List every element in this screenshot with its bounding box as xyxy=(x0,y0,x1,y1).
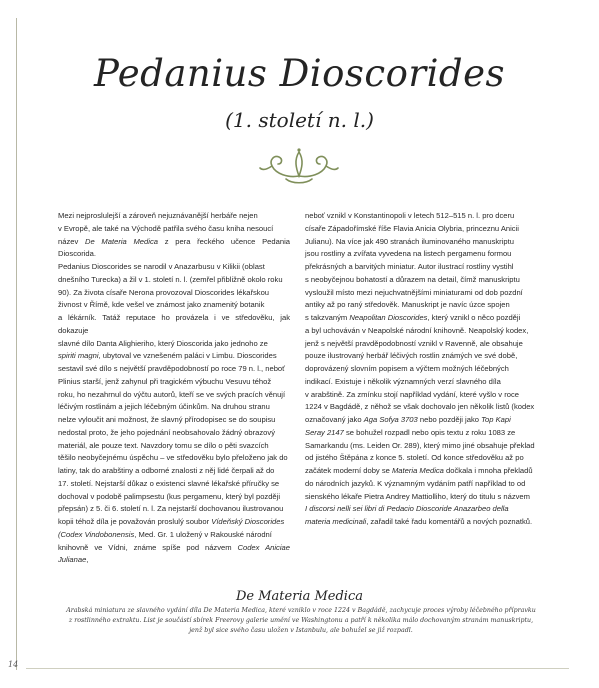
text-line: z pera řeckého učence Pedania Dioscorida. xyxy=(58,236,290,259)
italic-term: spiriti magni xyxy=(58,351,99,361)
text-line: nedostal proto, že jeho pojednání neobsahovalo žádný obrazový xyxy=(58,427,276,437)
text-line: živnost v Římě, kde vešel ve známost jako znamenitý botanik xyxy=(58,300,265,310)
caption-text: Arabská miniatura ze slavného vydání díla De Materia Medica, které vzniklo v roce 1224 v Bagdádě, zachycuje proces výroby léčebného přípravku z rostlinného extraktu. List je součástí sbírek Freerovy galerie umění ve Washingtonu a patří k několika málo dochovaným stranám manuskriptu, jenž byl sice svého času uložen v Istanbulu, ale bohužel se již rozpadl. xyxy=(66,607,536,634)
text-line: doprovázený slovním popisem a výčtem možných léčebných xyxy=(305,364,509,373)
text-line: těšilo neobyčejnému úspěchu – ve středověku bylo přeloženo jak do xyxy=(58,453,288,463)
book-title: De Materia Medica xyxy=(85,236,158,246)
text-line: Mezi nejproslulejší a zároveň nejuznávanější herbáře nejen xyxy=(58,211,258,220)
text-line: v arabštině. Za zmínku stojí například vydání, které vyšlo v roce xyxy=(305,389,519,399)
text-line: dochoval v podobě palimpsestu (kus pergamenu, který byl později xyxy=(58,491,281,501)
text-line: Samarkandu (ms. Leiden Or. 289), který mimo jiné obsahuje překlad xyxy=(305,440,535,450)
text-line: Julianu). Na více jak 490 stranách iluminovaného manuskriptu xyxy=(305,236,514,246)
text-line: pouze ilustrovaný herbář léčivých rostlin známých ve své době, xyxy=(305,351,518,361)
text-line: začátek moderní doby se xyxy=(305,466,390,475)
text-line: v Evropě, ale také na Východě patřila svého času kniha nesoucí xyxy=(58,223,274,233)
text-line: překrásných a barvitých miniatur. Autor ilustrací rostliny vystihl xyxy=(305,262,514,271)
text-line: knihovně ve Vídni, známe spíše pod názvem xyxy=(58,542,232,552)
italic-term: materia medicinali xyxy=(305,517,367,526)
text-line: císaře Západořímské říše Flavia Anicia Olybria, princeznu Anicii xyxy=(305,223,519,233)
text-line: jenž s největší pravděpodobností vznikl v Ravenně, ale obsahuje xyxy=(305,338,523,348)
text-line: vysloužil místo mezi nejuchvatnějšími miniaturami od dob pozdní xyxy=(305,287,523,297)
text-line: 1224 v Bagdádě, z něhož se však dochovalo jen několik listů (kodex xyxy=(305,402,535,412)
bottom-rule xyxy=(26,668,569,669)
text-line: jsou rostliny a zvířata vyvedena na listech pergamenu formou xyxy=(305,249,512,259)
text-line: materiál, ale pouze text. Navzdory tomu se dílo o pěti svazcích xyxy=(58,440,269,450)
caption-title: De Materia Medica xyxy=(236,589,363,604)
text-line: Plinius starší, jenž zahynul při tragickém výbuchu Vesuvu téhož xyxy=(58,376,272,386)
text-line: se bohužel rozpadl nebo opis textu z roku 1083 ze xyxy=(345,427,516,437)
text-line: neboť vznikl v Konstantinopoli v letech 512–515 n. l. pro dceru xyxy=(305,211,515,220)
text-line: a lékárník. Tatáž reputace ho provázela i ve středověku, jak dokazuje xyxy=(58,313,290,335)
text-line: přepsán) z 5. či 6. století n. l. Za nejstarší dochovanou ilustrovanou xyxy=(58,504,284,514)
text-line: , který vznikl o něco později xyxy=(427,313,521,322)
text-line: do národních jazyků. K významným vydáním patří například to od xyxy=(305,478,526,488)
italic-term: Aga Sofya 3703 xyxy=(363,415,418,424)
italic-term: I discorsi nelli sei libri di Pedacio Dioscoride Anazarbeo della xyxy=(305,504,509,514)
text-line: s takzvaným xyxy=(305,313,348,322)
page-number: 14 xyxy=(8,660,19,669)
text-line: označovaný jako xyxy=(305,415,362,424)
floral-flourish-icon xyxy=(258,146,340,188)
text-line: a byl uchováván v Neapolské národní knihovně. Neapolský kodex, xyxy=(305,325,529,335)
body-column-right xyxy=(305,210,537,529)
text-line: Pedanius Dioscorides se narodil v Anazarbusu v Kilikii (oblast xyxy=(58,262,265,271)
text-line: , ubytoval ve vznešeném paláci v Limbu. Dioscorides xyxy=(98,351,277,361)
italic-term: (Codex Vindobonensis xyxy=(58,529,135,539)
text-line: antiky až po raný středověk. Manuskript je navíc úzce spojen xyxy=(305,300,510,310)
text-line: 17. století. Nejstarší důkaz o existenci slavné lékařské příručky se xyxy=(58,478,280,488)
italic-term: Top Kapi xyxy=(481,415,511,424)
text-line: sestavil své dílo s největší pravděpodobností po roce 79 n. l., neboť xyxy=(58,364,286,373)
text-line: , zařadil také řadu komentářů a nových poznatků. xyxy=(366,517,533,526)
italic-term: Vídeňský Dioscorides xyxy=(211,517,285,526)
italic-term: Neapolitan Dioscorides xyxy=(349,313,428,322)
text-line: dnešního Turecka) a žil v 1. století n. l. (zemřel přibližně okolo roku xyxy=(58,274,283,284)
text-line: , Med. Gr. 1 uložený v Rakouské národní xyxy=(134,529,272,539)
text-line: slavné dílo Danta Alighieriho, který Dioscorida jako jednoho ze xyxy=(58,338,268,348)
text-line: s neobyčejnou bohatostí a důrazem na detail, čímž manuskriptu xyxy=(305,274,520,284)
page-subtitle: (1. století n. l.) xyxy=(225,108,374,132)
text-line: sienského lékaře Pietra Andrey Mattiolliho, který do titulu s názvem xyxy=(305,491,530,501)
text-line: latiny, tak do arabštiny a odborné znalosti z něj lidé čerpali až do xyxy=(58,466,275,475)
page-title: Pedanius Dioscorides xyxy=(94,52,505,95)
book-title: Materia Medica xyxy=(391,466,444,475)
text-line: dočkala i mnoha překladů xyxy=(446,466,533,475)
text-line: kopii téhož díla je považován proslulý soubor xyxy=(58,517,210,526)
text-line: , xyxy=(86,555,89,565)
text-line: roku, ho nezahrnul do výčtu autorů, kteří se ve svých pracích věnují xyxy=(58,389,286,399)
italic-term: Seray 2147 xyxy=(305,427,344,437)
text-line: název xyxy=(58,236,79,246)
text-line: indikací. Existuje i několik významných verzí slavného díla xyxy=(305,376,501,386)
text-line: od jistého Štěpána z konce 5. století. Od konce středověku až po xyxy=(305,453,524,463)
body-column-left xyxy=(58,210,290,567)
text-line: 90). Za života císaře Nerona provozoval Dioscorides lékařskou xyxy=(58,287,270,297)
text-line: nelze vyloučit ani možnost, že slavný přírodopisec se do soupisu xyxy=(58,415,276,424)
italic-term: Codex Aniciae Julianae xyxy=(58,542,290,565)
text-line: nebo později jako xyxy=(419,415,479,424)
text-line: léčivým rostlinám a jejich léčebným účinkům. Na druhou stranu xyxy=(58,402,270,412)
